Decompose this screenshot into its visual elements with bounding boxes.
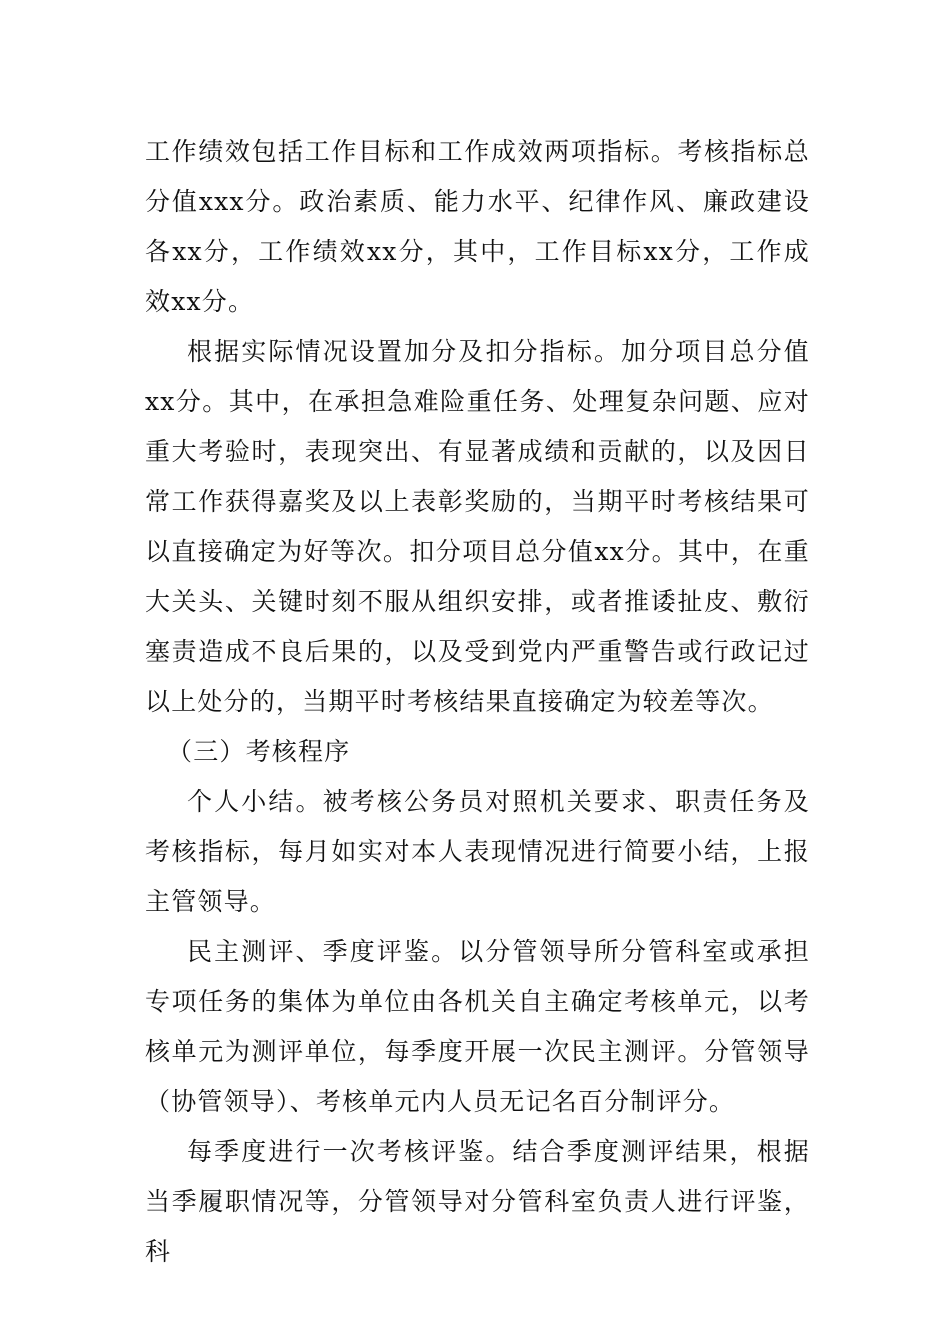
paragraph-democratic-evaluation: 民主测评、季度评鉴。以分管领导所分管科室或承担专项任务的集体为单位由各机关自主确定考核单元，以考核单元为测评单位，每季度开展一次民主测评。分管领导（协管领导）、考核单元内人员无记名百分制评分。 [145, 937, 810, 1116]
paragraph-bonus-deduction: 根据实际情况设置加分及扣分指标。加分项目总分值xx分。其中，在承担急难险重任务、处理复杂问题、应对重大考验时，表现突出、有显著成绩和贡献的，以及因日常工作获得嘉奖及以上表彰奖励的，当期平时考核结果可以直接确定为好等次。扣分项目总分值xx分。其中，在重大关头、关键时刻不服从组织安排，或者推诿扯皮、敷衍塞责造成不良后果的，以及受到党内严重警告或行政记过以上处分的，当期平时考核结果直接确定为较差等次。 [145, 337, 810, 716]
paragraph-quarterly-review: 每季度进行一次考核评鉴。结合季度测评结果，根据当季履职情况等，分管领导对分管科室负责人进行评鉴，科 [145, 1137, 810, 1266]
paragraph-performance-indicators: 工作绩效包括工作目标和工作成效两项指标。考核指标总分值xxx分。政治素质、能力水平、纪律作风、廉政建设各xx分，工作绩效xx分，其中，工作目标xx分，工作成效xx分。 [145, 137, 810, 316]
paragraph-personal-summary: 个人小结。被考核公务员对照机关要求、职责任务及考核指标，每月如实对本人表现情况进行简要小结，上报主管领导。 [145, 787, 810, 916]
document-body [145, 127, 810, 1277]
section-heading-procedure: （三）考核程序 [167, 737, 351, 766]
